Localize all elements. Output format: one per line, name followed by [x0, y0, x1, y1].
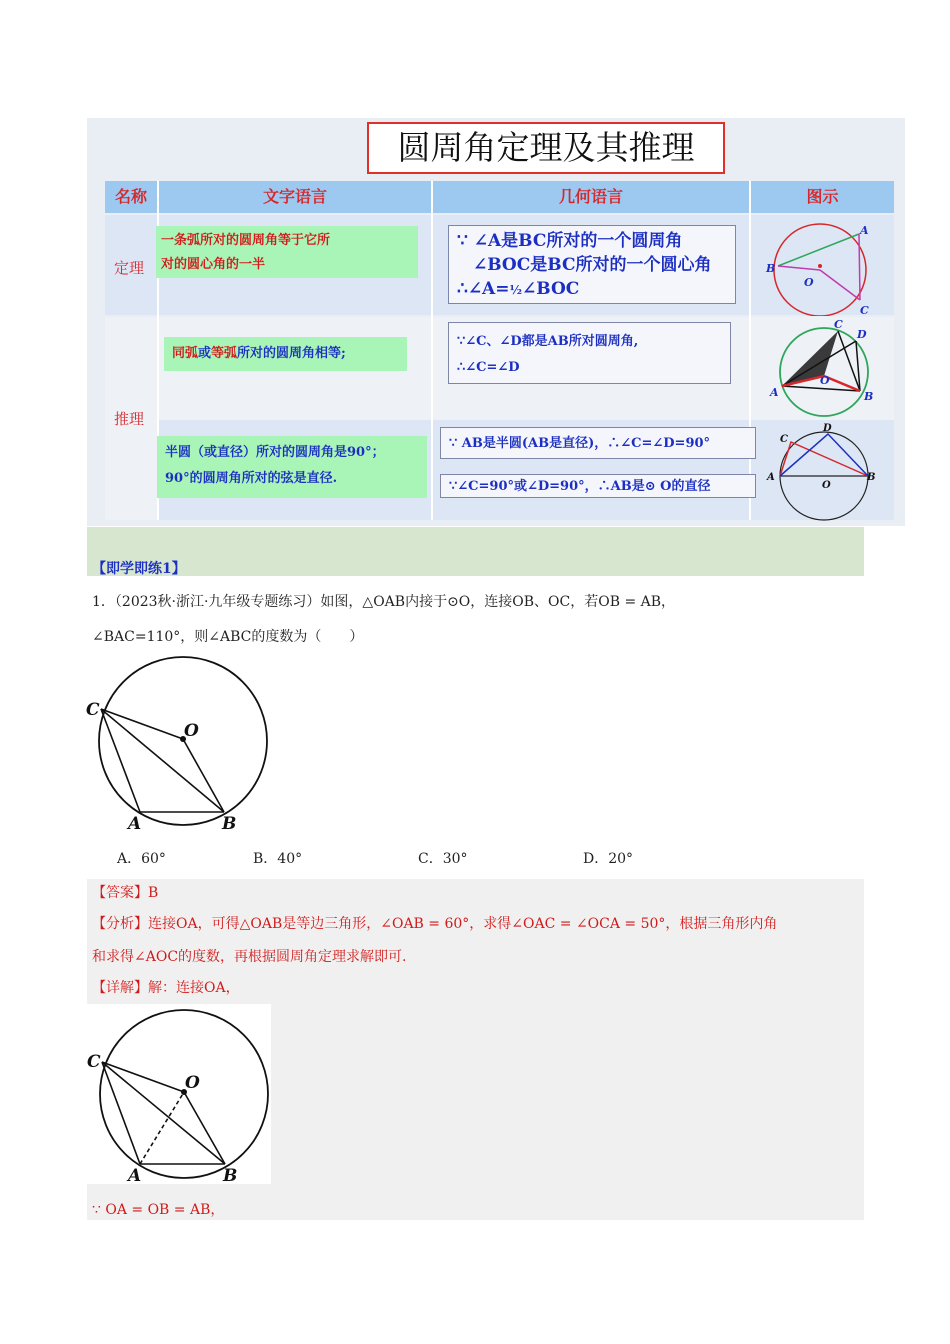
svg-text:B: B: [766, 262, 776, 275]
corollary-geo-1: ∵∠C、∠D都是AB所对圆周角, ∴∠C=∠D: [448, 322, 731, 384]
header-figure: 图示: [751, 181, 894, 213]
corollary-text-2: 半圆（或直径）所对的圆周角是90°； 90°的圆周角所对的弦是直径.: [157, 436, 427, 498]
svg-text:A: A: [770, 386, 779, 399]
practice-bar: [87, 527, 864, 576]
corollary-geo-3: ∵∠C=90°或∠D=90°，∴AB是⊙ O的直径: [440, 474, 756, 498]
svg-text:D: D: [857, 328, 867, 341]
option-c[interactable]: C．30°: [418, 851, 468, 867]
svg-text:D: D: [823, 423, 832, 434]
theorem-geo: ∵ ∠A是BC所对的一个圆周角 ∠BOC是BC所对的一个圆心角 ∴∠A=½∠BOC: [448, 225, 736, 304]
detail: 【详解】解：连接OA，: [92, 980, 240, 996]
svg-text:A: A: [767, 472, 775, 483]
svg-text:A: A: [860, 224, 869, 237]
label-O-2: O: [185, 1073, 200, 1093]
svg-text:B: B: [864, 390, 874, 403]
option-b[interactable]: B．40°: [253, 851, 303, 867]
detail-figure: [87, 1004, 271, 1184]
label-B-2: B: [223, 1166, 238, 1184]
option-d[interactable]: D．20°: [583, 851, 634, 867]
analysis-line-2: 和求得∠AOC的度数，再根据圆周角定理求解即可.: [92, 949, 407, 965]
label-C: C: [86, 700, 100, 720]
header-text: 文字语言: [159, 181, 431, 213]
label-A: A: [128, 814, 142, 832]
svg-text:O: O: [804, 276, 814, 289]
label-B: B: [222, 814, 237, 832]
detail-last: ∵ OA = OB = AB，: [92, 1202, 225, 1218]
question-line-2: ∠BAC=110°，则∠ABC的度数为（ ）: [92, 629, 364, 645]
corollary-figure-1: [764, 316, 884, 420]
corollary-geo-2: ∵ AB是半圆(AB是直径)，∴∠C=∠D=90°: [440, 427, 756, 459]
corollary-text-1: 同弧或等弧所对的圆周角相等;: [164, 337, 407, 371]
corollary-figure-2: [764, 420, 884, 524]
corollary-label: 推理: [114, 410, 145, 428]
header-geo: 几何语言: [433, 181, 749, 213]
practice-title: 【即学即练1】: [92, 561, 186, 577]
theorem-label: 定理: [114, 259, 145, 277]
question-figure: [84, 652, 274, 832]
label-A-2: A: [128, 1166, 142, 1184]
svg-text:C: C: [860, 304, 869, 316]
svg-text:C: C: [780, 434, 788, 445]
panel-title: 圆周角定理及其推理: [367, 122, 725, 174]
header-name: 名称: [105, 181, 157, 213]
theorem-figure: [764, 220, 884, 316]
question-line-1: 1．（2023秋·浙江·九年级专题练习）如图，△OAB内接于⊙O，连接OB、OC，若OB = AB，: [92, 594, 676, 610]
answer: 【答案】B: [92, 885, 159, 901]
svg-text:O: O: [820, 374, 830, 387]
svg-text:B: B: [867, 472, 876, 483]
analysis-line-1: 【分析】连接OA，可得△OAB是等边三角形，∠OAB = 60°，求得∠OAC = ∠OCA = 50°，根据三角形内角: [92, 916, 778, 932]
label-O: O: [184, 721, 199, 741]
svg-text:C: C: [834, 318, 843, 331]
option-a[interactable]: A．60°: [117, 851, 166, 867]
svg-text:O: O: [822, 480, 831, 491]
label-C-2: C: [87, 1052, 101, 1072]
theorem-text: 一条弧所对的圆周角等于它所 对的圆心角的一半: [156, 226, 418, 278]
